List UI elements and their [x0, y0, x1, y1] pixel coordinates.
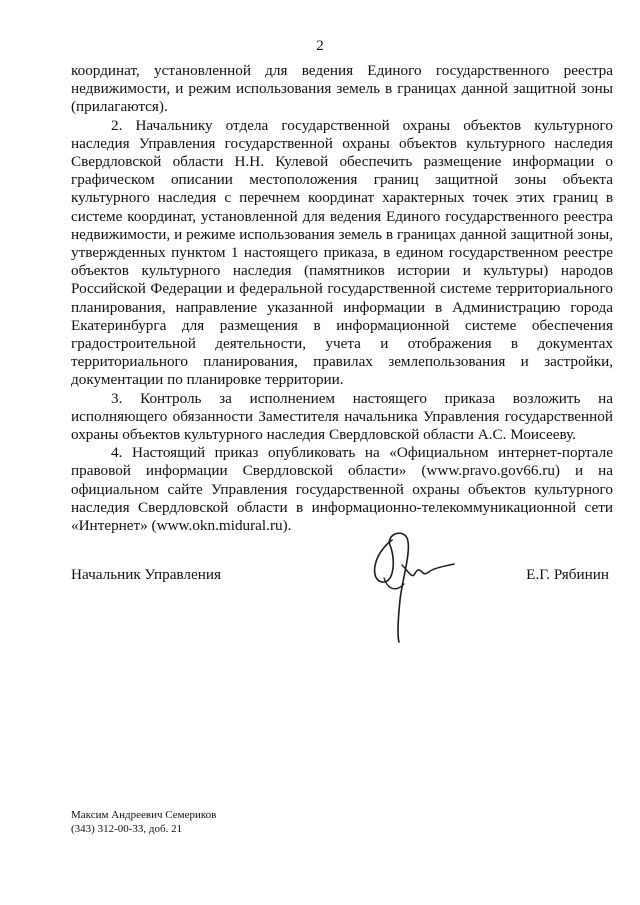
- executor-phone: (343) 312-00-33, доб. 21: [71, 823, 183, 835]
- handwritten-signature: [362, 520, 462, 650]
- page-number: 2: [316, 38, 324, 54]
- paragraph-continuation: координат, установленной для ведения Единого государственного реестра недвижимости, и режим использования земель в границах данной защитной зоны (прилагаются).: [71, 62, 613, 116]
- paragraph-item-3: 3. Контроль за исполнением настоящего приказа возложить на исполняющего обязанности Заместителя начальника Управления государственной охраны объектов культурного наследия Свердловской области А.С. Моисееву.: [71, 389, 613, 444]
- paragraph-item-4: 4. Настоящий приказ опубликовать на «Официальном интернет-портале правовой информации Свердловской области» (www.pravo.gov66.ru) и на официальном сайте Управления государственной охраны объектов культурного наследия Свердловской области в информационно-телекоммуникационной сети «Интернет» (www.okn.midural.ru).: [71, 444, 613, 535]
- signatory-title: Начальник Управления: [71, 566, 221, 583]
- executor-info: [71, 808, 216, 836]
- paragraph-item-2: 2. Начальнику отдела государственной охраны объектов культурного наследия Управления государственной охраны объектов культурного наследия Свердловской области Н.Н. Кулевой обеспечить размещение информации о графическом описании местоположения границ защитной зоны объекта культурного наследия с перечнем координат характерных точек этих границ в системе координат, установленной для ведения Единого государственного реестра недвижимости, и режиме использования земель в границах данной защитной зоны, утвержденных пунктом 1 настоящего приказа, в едином государственном реестре объектов культурного наследия (памятников истории и культуры) народов Российской Федерации и федеральной государственной системе территориального планирования, направление указанной информации в Администрацию города Екатеринбурга для размещения в информационной системе обеспечения градостроительной деятельности, учета и отображения в документах территориального планирования, правилах землепользования и застройки, документации по планировке территории.: [71, 116, 613, 389]
- executor-name: Максим Андреевич Семериков: [71, 809, 217, 821]
- order-body: [71, 62, 613, 535]
- signatory-name: Е.Г. Рябинин: [526, 566, 609, 583]
- signature-block: [71, 566, 613, 586]
